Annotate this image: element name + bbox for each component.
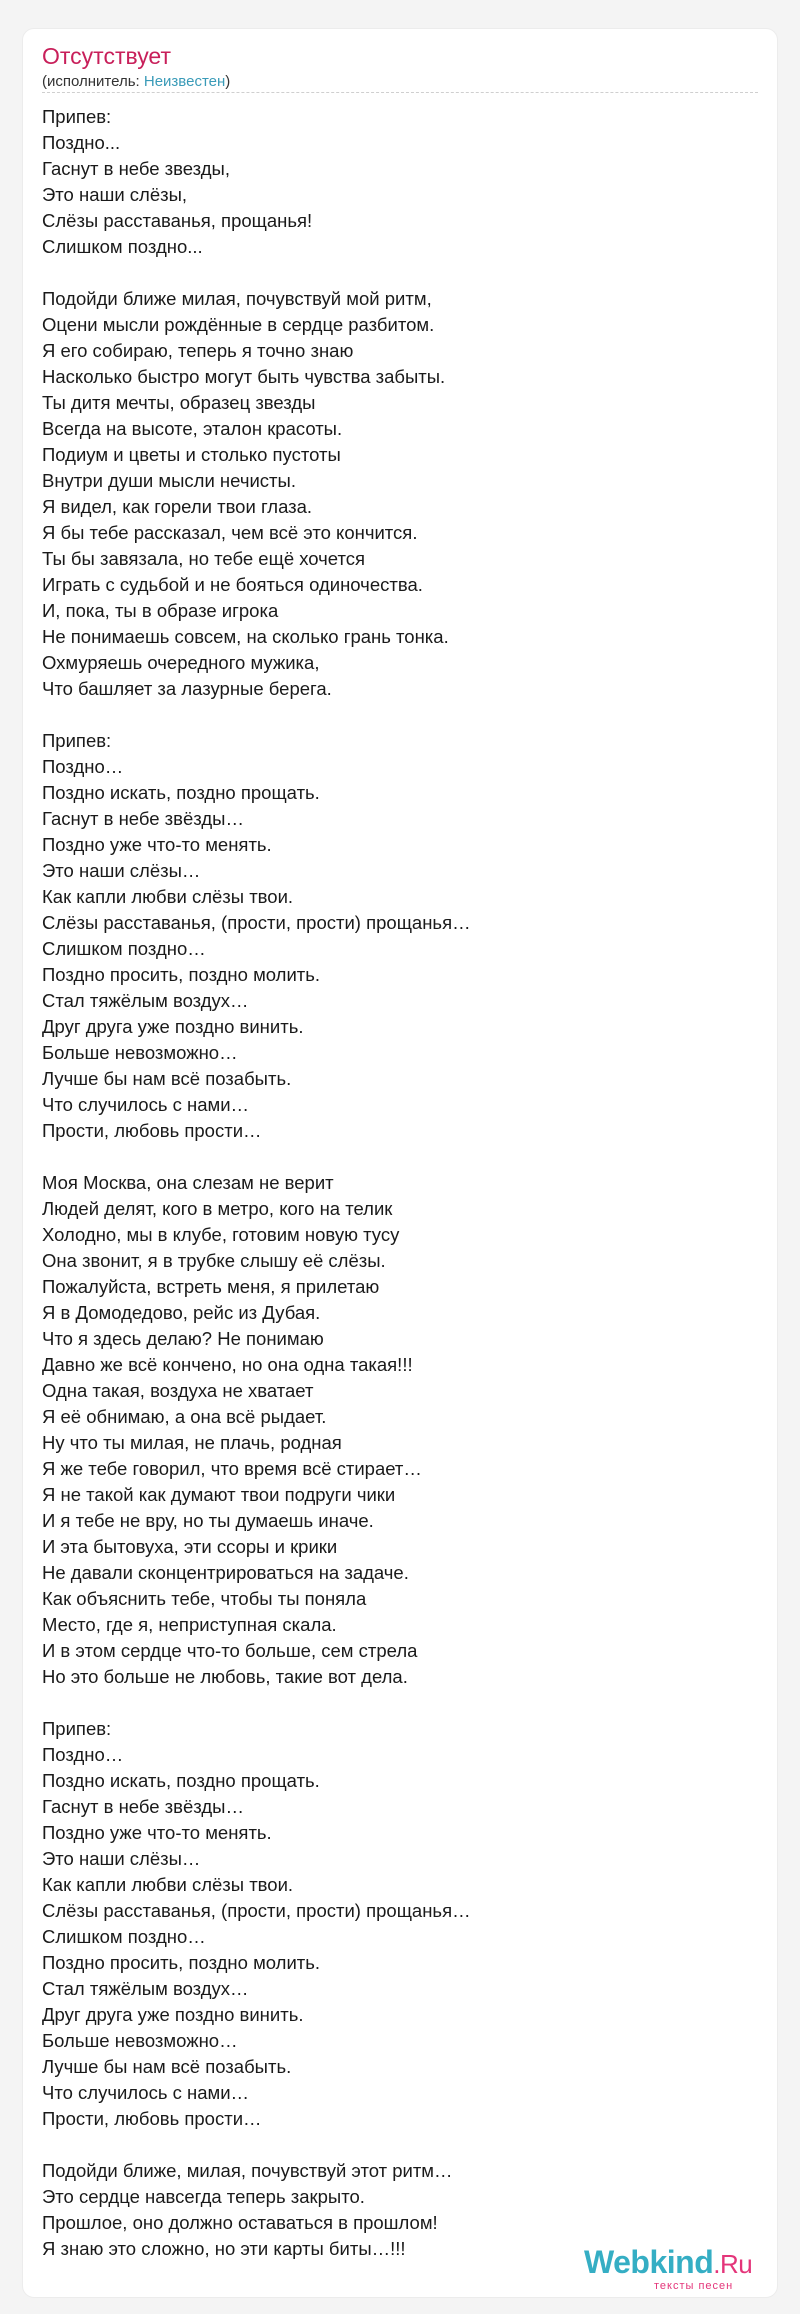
lyrics-line: Место, где я, неприступная скала.	[42, 1614, 337, 1635]
lyrics-line: Не понимаешь совсем, на сколько грань тонка.	[42, 626, 449, 647]
lyrics-text	[42, 104, 752, 2262]
lyrics-line: Одна такая, воздуха не хватает	[42, 1380, 314, 1401]
lyrics-line: Играть с судьбой и не бояться одиночества.	[42, 574, 423, 595]
site-logo[interactable]	[584, 2244, 774, 2300]
lyrics-line: Моя Москва, она слезам не верит	[42, 1172, 334, 1193]
lyrics-line: Слёзы расставанья, прощанья!	[42, 210, 313, 231]
lyrics-stanza	[42, 1170, 752, 1690]
lyrics-stanza	[42, 1716, 752, 2132]
lyrics-line: Что случилось с нами…	[42, 1094, 250, 1115]
lyrics-line: Я его собираю, теперь я точно знаю	[42, 340, 354, 361]
song-title: Отсутствует	[42, 43, 171, 69]
logo-wordmark	[584, 2244, 752, 2282]
lyrics-line: Внутри души мысли нечисты.	[42, 470, 296, 491]
lyrics-line: Я не такой как думают твои подруги чики	[42, 1484, 396, 1505]
lyrics-stanza	[42, 728, 752, 1144]
lyrics-line: Давно же всё кончено, но она одна такая!!!	[42, 1354, 413, 1375]
lyrics-line: Прошлое, оно должно оставаться в прошлом!	[42, 2212, 438, 2233]
lyrics-line: Это наши слёзы,	[42, 184, 188, 205]
lyrics-line: Стал тяжёлым воздух…	[42, 990, 249, 1011]
lyrics-line: Как капли любви слёзы твои.	[42, 1874, 294, 1895]
lyrics-line: Людей делят, кого в метро, кого на телик	[42, 1198, 393, 1219]
lyrics-line: Слёзы расставанья, (прости, прости) прощанья…	[42, 1900, 471, 1921]
lyrics-line: Что башляет за лазурные берега.	[42, 678, 332, 699]
lyrics-line: Припев:	[42, 106, 112, 127]
lyrics-line: Холодно, мы в клубе, готовим новую тусу	[42, 1224, 400, 1245]
lyrics-line: Гаснут в небе звёзды…	[42, 808, 244, 829]
logo-tld-text: .Ru	[713, 2249, 753, 2279]
lyrics-line: Припев:	[42, 730, 112, 751]
lyrics-line: Лучше бы нам всё позабыть.	[42, 2056, 292, 2077]
lyrics-line: Прости, любовь прости…	[42, 2108, 262, 2129]
logo-main-text: Webkind	[584, 2244, 714, 2280]
lyrics-stanza	[42, 286, 752, 702]
lyrics-line: Поздно...	[42, 132, 121, 153]
lyrics-line: Прости, любовь прости…	[42, 1120, 262, 1141]
lyrics-line: Поздно искать, поздно прощать.	[42, 782, 320, 803]
lyrics-line: Но это больше не любовь, такие вот дела.	[42, 1666, 408, 1687]
lyrics-line: Что я здесь делаю? Не понимаю	[42, 1328, 324, 1349]
lyrics-line: Друг друга уже поздно винить.	[42, 1016, 304, 1037]
lyrics-line: Не давали сконцентрироваться на задаче.	[42, 1562, 409, 1583]
lyrics-line: Больше невозможно…	[42, 1042, 238, 1063]
lyrics-line: Припев:	[42, 1718, 112, 1739]
artist-link[interactable]: Неизвестен	[143, 73, 226, 90]
lyrics-line: Я бы тебе рассказал, чем всё это кончится.	[42, 522, 418, 543]
lyrics-line: Поздно уже что-то менять.	[42, 1822, 272, 1843]
lyrics-line: И, пока, ты в образе игрока	[42, 600, 279, 621]
lyrics-line: Гаснут в небе звёзды…	[42, 1796, 244, 1817]
lyrics-line: Это наши слёзы…	[42, 860, 201, 881]
lyrics-line: Она звонит, я в трубке слышу её слёзы.	[42, 1250, 386, 1271]
lyrics-line: Подиум и цветы и столько пустоты	[42, 444, 341, 465]
lyrics-line: Гаснут в небе звезды,	[42, 158, 230, 179]
title-divider	[42, 92, 758, 93]
lyrics-line: Лучше бы нам всё позабыть.	[42, 1068, 292, 1089]
lyrics-line: Я её обнимаю, а она всё рыдает.	[42, 1406, 327, 1427]
lyrics-line: Я знаю это сложно, но эти карты биты…!!!	[42, 2238, 406, 2259]
lyrics-line: Слёзы расставанья, (прости, прости) прощанья…	[42, 912, 471, 933]
lyrics-line: Пожалуйста, встреть меня, я прилетаю	[42, 1276, 380, 1297]
lyrics-line: Это наши слёзы…	[42, 1848, 201, 1869]
lyrics-line: Насколько быстро могут быть чувства забыты.	[42, 366, 446, 387]
lyrics-line: Как объяснить тебе, чтобы ты поняла	[42, 1588, 367, 1609]
lyrics-line: Охмуряешь очередного мужика,	[42, 652, 320, 673]
lyrics-line: И в этом сердце что-то больше, сем стрела	[42, 1640, 418, 1661]
performer-suffix: )	[225, 73, 231, 90]
lyrics-line: Как капли любви слёзы твои.	[42, 886, 294, 907]
lyrics-line: Ты бы завязала, но тебе ещё хочется	[42, 548, 366, 569]
lyrics-line: Друг друга уже поздно винить.	[42, 2004, 304, 2025]
lyrics-line: Больше невозможно…	[42, 2030, 238, 2051]
lyrics-line: Слишком поздно...	[42, 236, 203, 257]
lyrics-line: Это сердце навсегда теперь закрыто.	[42, 2186, 365, 2207]
lyrics-line: Поздно уже что-то менять.	[42, 834, 272, 855]
performer-prefix: (исполнитель:	[42, 73, 144, 90]
lyrics-line: Ты дитя мечты, образец звезды	[42, 392, 316, 413]
lyrics-line: Стал тяжёлым воздух…	[42, 1978, 249, 1999]
lyrics-line: Поздно…	[42, 756, 124, 777]
lyrics-line: Всегда на высоте, эталон красоты.	[42, 418, 343, 439]
lyrics-line: Поздно просить, поздно молить.	[42, 964, 321, 985]
lyrics-line: Ну что ты милая, не плачь, родная	[42, 1432, 342, 1453]
lyrics-line: Поздно…	[42, 1744, 124, 1765]
lyrics-line: Поздно просить, поздно молить.	[42, 1952, 321, 1973]
lyrics-line: Я же тебе говорил, что время всё стирает…	[42, 1458, 422, 1479]
logo-subtitle: тексты песен	[654, 2280, 734, 2292]
lyrics-line: Слишком поздно…	[42, 1926, 206, 1947]
lyrics-line: Поздно искать, поздно прощать.	[42, 1770, 320, 1791]
lyrics-line: Оцени мысли рождённые в сердце разбитом.	[42, 314, 435, 335]
lyrics-line: Подойди ближе, милая, почувствуй этот ритм…	[42, 2160, 453, 2181]
lyrics-line: И я тебе не вру, но ты думаешь иначе.	[42, 1510, 374, 1531]
lyrics-line: Что случилось с нами…	[42, 2082, 250, 2103]
lyrics-line: Я в Домодедово, рейс из Дубая.	[42, 1302, 321, 1323]
lyrics-line: Я видел, как горели твои глаза.	[42, 496, 313, 517]
lyrics-stanza	[42, 104, 752, 260]
performer-line	[42, 72, 230, 92]
lyrics-line: Слишком поздно…	[42, 938, 206, 959]
lyrics-line: Подойди ближе милая, почувствуй мой ритм,	[42, 288, 432, 309]
lyrics-line: И эта бытовуха, эти ссоры и крики	[42, 1536, 338, 1557]
